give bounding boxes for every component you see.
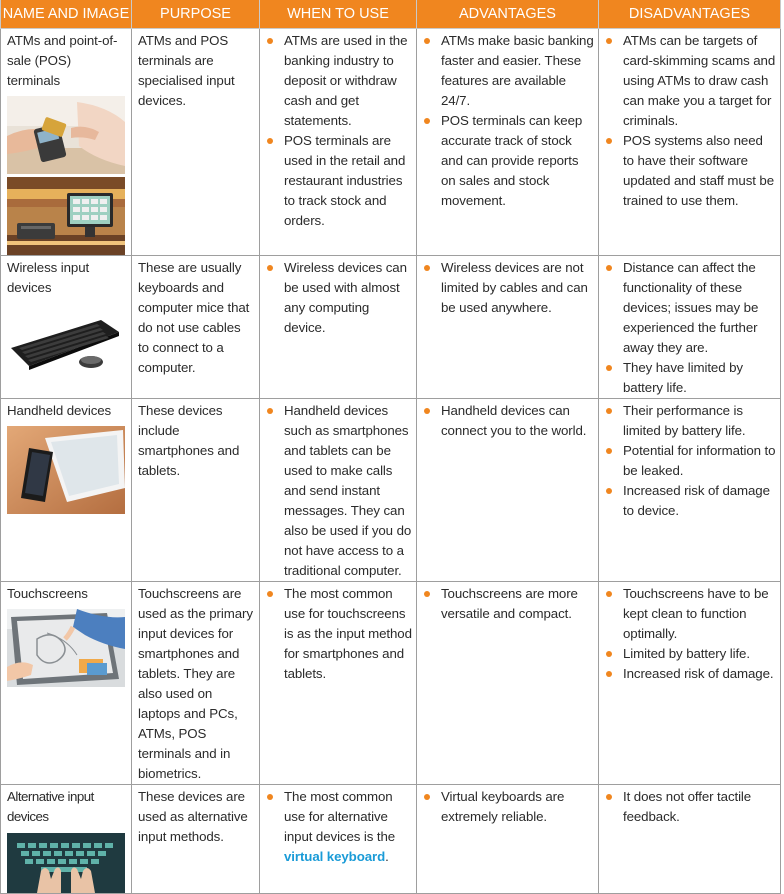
- list-item: POS systems also need to have their software updated and staff must be trained to use them.: [603, 131, 776, 211]
- list-item: Handheld devices can connect you to the world.: [421, 401, 594, 441]
- virtual-keyboard-link[interactable]: virtual keyboard: [284, 849, 386, 864]
- list-item: Distance can affect the functionality of these devices; issues may be experienced the further away they are.: [603, 258, 776, 358]
- table-row: [1, 399, 781, 582]
- when-to-use-cell: [260, 29, 417, 256]
- pos-terminal-photo-icon: [7, 177, 125, 255]
- list-item: They have limited by battery life.: [603, 358, 776, 398]
- virtual-keyboard-photo-icon: [7, 833, 125, 893]
- disadvantages-cell: [599, 29, 781, 256]
- list-item: Potential for information to be leaked.: [603, 441, 776, 481]
- name-cell: [1, 256, 132, 399]
- purpose-cell: ATMs and POS terminals are specialised input devices.: [132, 29, 260, 256]
- list-item: Increased risk of damage to device.: [603, 481, 776, 521]
- table-row: [1, 29, 781, 256]
- list-item: ATMs make basic banking faster and easier. These features are available 24/7.: [421, 31, 594, 111]
- device-name: Wireless input devices: [7, 260, 90, 295]
- when-to-use-cell: [260, 256, 417, 399]
- list-item: Handheld devices such as smartphones and tablets can be used to make calls and send instant messages. They can also be used if you do not have access to a traditional computer.: [264, 401, 412, 581]
- device-name: ATMs and point-of-sale (POS) terminals: [7, 33, 118, 88]
- when-to-use-cell: [260, 399, 417, 582]
- list-item: Wireless devices can be used with almost any computing device.: [264, 258, 412, 338]
- name-cell: [1, 29, 132, 256]
- advantages-cell: [417, 582, 599, 785]
- device-name: Handheld devices: [7, 403, 112, 418]
- advantages-cell: [417, 256, 599, 399]
- header-disadvantages: DISADVANTAGES: [599, 0, 781, 29]
- list-item: Wireless devices are not limited by cables and can be used anywhere.: [421, 258, 594, 318]
- list-item: Touchscreens are more versatile and compact.: [421, 584, 594, 624]
- device-name: Touchscreens: [7, 586, 88, 601]
- header-advantages: ADVANTAGES: [417, 0, 599, 29]
- card-payment-photo-icon: [7, 96, 125, 174]
- disadvantages-cell: [599, 256, 781, 399]
- list-item: Limited by battery life.: [603, 644, 776, 664]
- disadvantages-cell: [599, 399, 781, 582]
- header-row: [1, 0, 781, 29]
- when-to-use-cell: [260, 785, 417, 894]
- advantages-cell: [417, 29, 599, 256]
- table-row: [1, 256, 781, 399]
- purpose-cell: Touchscreens are used as the primary input devices for smartphones and tablets. They are also used on laptops and PCs, ATMs, POS terminals and in biometrics.: [132, 582, 260, 785]
- when-text-end: .: [385, 849, 389, 864]
- disadvantages-cell: [599, 785, 781, 894]
- list-item: ATMs can be targets of card-skimming scams and using ATMs to draw cash can make you a target for criminals.: [603, 31, 776, 131]
- table-row: [1, 582, 781, 785]
- list-item: POS terminals can keep accurate track of stock and can provide reports on sales and stock movement.: [421, 111, 594, 211]
- wireless-keyboard-mouse-photo-icon: [7, 308, 125, 374]
- header-when-to-use: WHEN TO USE: [260, 0, 417, 29]
- advantages-cell: [417, 785, 599, 894]
- header-name-and-image: NAME AND IMAGE: [1, 0, 132, 29]
- purpose-cell: These devices are used as alternative input methods.: [132, 785, 260, 894]
- list-item: [264, 787, 412, 867]
- touchscreen-drawing-photo-icon: [7, 609, 125, 687]
- name-cell: [1, 399, 132, 582]
- list-item: Their performance is limited by battery life.: [603, 401, 776, 441]
- device-name: Alternative input devices: [7, 789, 94, 824]
- list-item: Touchscreens have to be kept clean to function optimally.: [603, 584, 776, 644]
- advantages-cell: [417, 399, 599, 582]
- disadvantages-cell: [599, 582, 781, 785]
- purpose-cell: These devices include smartphones and tablets.: [132, 399, 260, 582]
- header-purpose: PURPOSE: [132, 0, 260, 29]
- list-item: Virtual keyboards are extremely reliable.: [421, 787, 594, 827]
- name-cell: [1, 582, 132, 785]
- list-item: POS terminals are used in the retail and restaurant industries to track stock and orders.: [264, 131, 412, 231]
- when-to-use-cell: [260, 582, 417, 785]
- list-item: ATMs are used in the banking industry to deposit or withdraw cash and get statements.: [264, 31, 412, 131]
- name-cell: [1, 785, 132, 894]
- list-item: The most common use for touchscreens is as the input method for smartphones and tablets.: [264, 584, 412, 684]
- table-row: [1, 785, 781, 894]
- list-item: Increased risk of damage.: [603, 664, 776, 684]
- list-item: It does not offer tactile feedback.: [603, 787, 776, 827]
- smartphone-tablet-photo-icon: [7, 426, 125, 514]
- when-text: The most common use for alternative input devices is the: [284, 789, 396, 844]
- purpose-cell: These are usually keyboards and computer mice that do not use cables to connect to a computer.: [132, 256, 260, 399]
